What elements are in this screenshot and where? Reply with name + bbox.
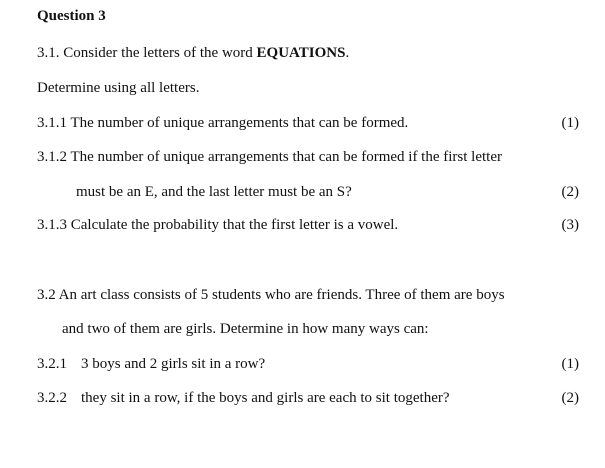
q321-marks: (1) — [561, 356, 579, 372]
q31-text-before: 3.1. Consider the letters of the word — [37, 45, 257, 61]
q313-marks: (3) — [561, 217, 579, 233]
q322-text: they sit in a row, if the boys and girls are each to sit together? — [81, 390, 450, 406]
question-3-2-1 — [37, 356, 265, 373]
q312-text-line2: must be an E, and the last letter must be an S? — [76, 184, 352, 200]
q322-number: 3.2.2 — [37, 390, 67, 406]
q312-number: 3.1.2 — [37, 149, 67, 165]
question-3-1-2-line1 — [37, 149, 502, 166]
q312-marks: (2) — [561, 184, 579, 200]
question-3-2-2 — [37, 390, 450, 407]
question-title: Question 3 — [37, 8, 106, 24]
q311-text: The number of unique arrangements that can be formed. — [70, 115, 409, 131]
question-3-1-1 — [37, 115, 408, 132]
q311-number: 3.1.1 — [37, 115, 67, 131]
q313-text: Calculate the probability that the first letter is a vowel. — [70, 217, 399, 233]
question-3-1-3 — [37, 217, 398, 234]
q31-instruction: Determine using all letters. — [37, 80, 200, 96]
q313-number: 3.1.3 — [37, 217, 67, 233]
q31-text-after: . — [345, 45, 350, 61]
q32-line2: and two of them are girls. Determine in how many ways can: — [62, 321, 429, 337]
q312-text-line1: The number of unique arrangements that can be formed if the first letter — [70, 149, 502, 165]
question-3-1 — [37, 45, 349, 62]
q32-line1: 3.2 An art class consists of 5 students who are friends. Three of them are boys — [37, 287, 505, 303]
q322-marks: (2) — [561, 390, 579, 406]
q321-number: 3.2.1 — [37, 356, 67, 372]
q311-marks: (1) — [561, 115, 579, 131]
q321-text: 3 boys and 2 girls sit in a row? — [81, 356, 266, 372]
q31-word: EQUATIONS — [256, 45, 346, 61]
